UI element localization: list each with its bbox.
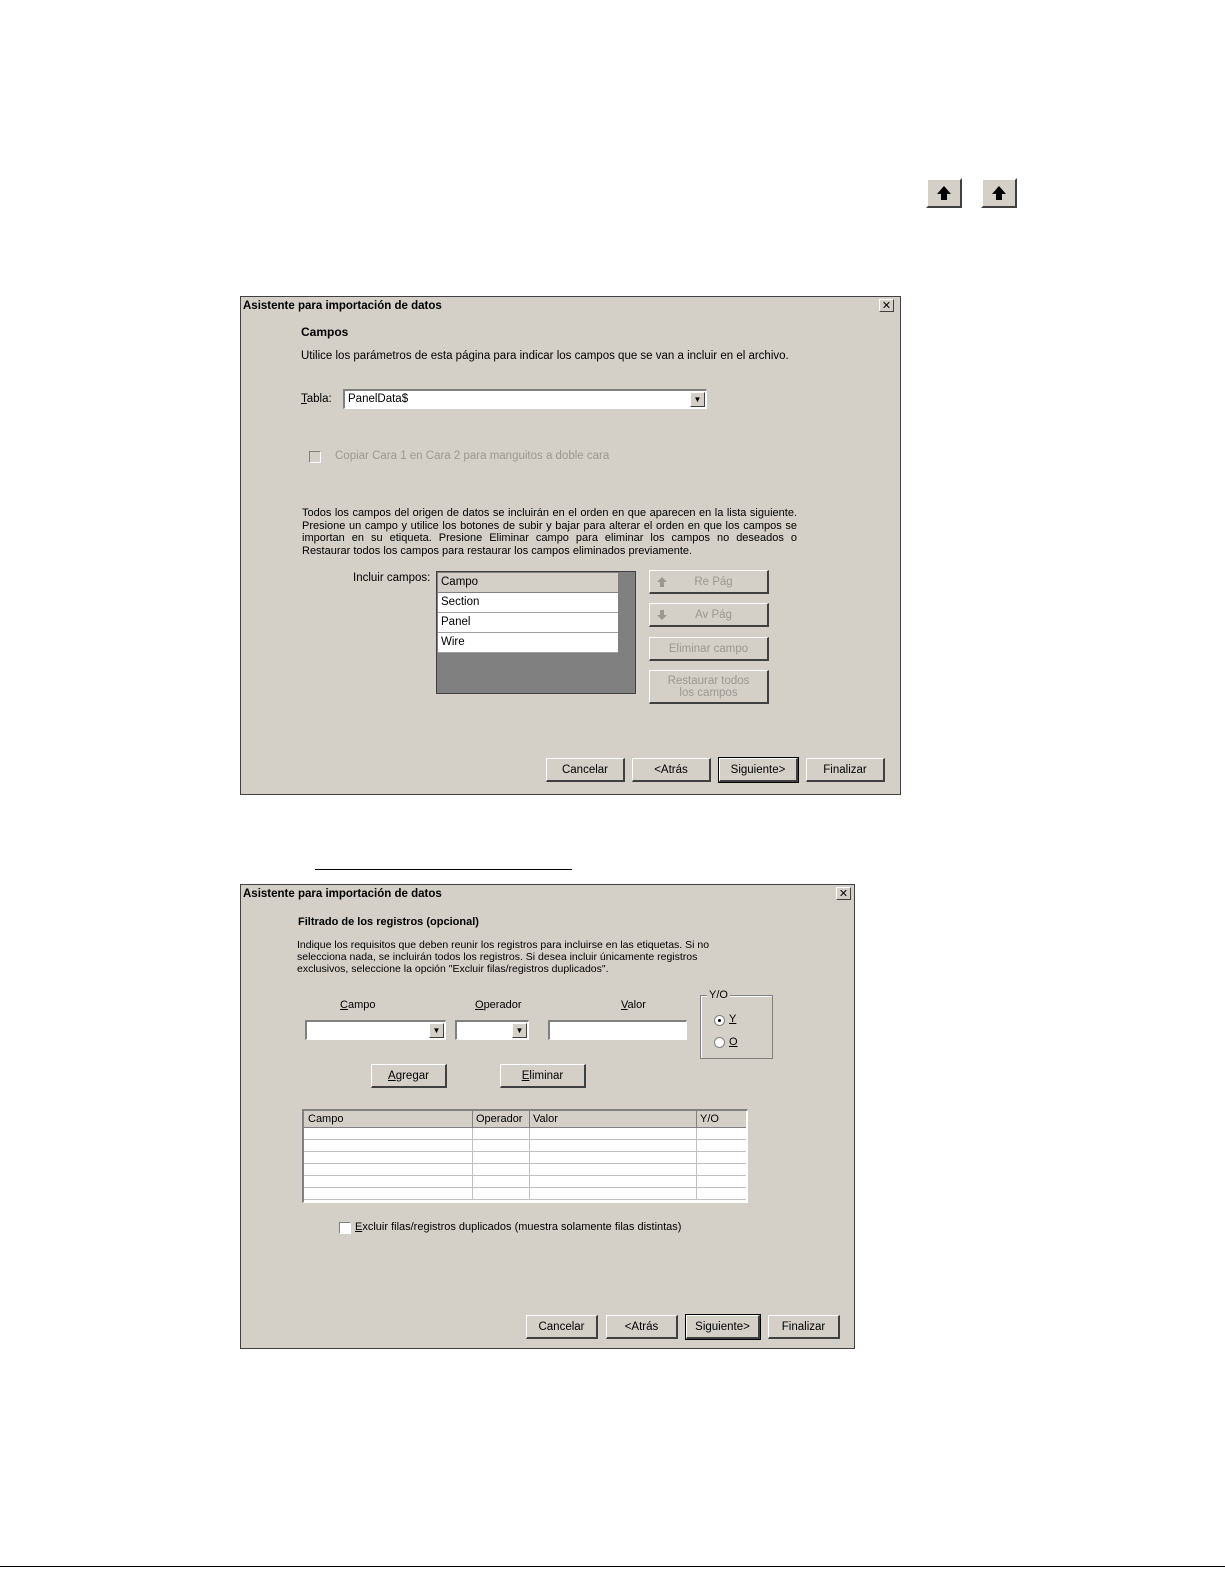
remove-button[interactable]: E liminar bbox=[500, 1064, 586, 1088]
import-wizard-dialog-fields bbox=[240, 296, 901, 795]
list-header[interactable]: Campo bbox=[438, 573, 618, 593]
grid-header-operator[interactable]: Operador bbox=[473, 1111, 530, 1127]
table-row[interactable] bbox=[304, 1187, 746, 1199]
radio-o-label: O bbox=[729, 1036, 738, 1048]
field-select[interactable] bbox=[305, 1020, 446, 1040]
copy-side-checkbox[interactable] bbox=[309, 451, 321, 463]
table-label: Tabla: bbox=[301, 393, 332, 405]
up-arrow-icon bbox=[990, 184, 1008, 202]
down-arrow-icon bbox=[656, 609, 668, 621]
table-select[interactable] bbox=[343, 389, 707, 409]
close-button[interactable]: ✕ bbox=[836, 887, 851, 900]
up-arrow-icon bbox=[935, 184, 953, 202]
import-wizard-dialog-filter bbox=[240, 884, 855, 1349]
chevron-down-icon[interactable]: ▼ bbox=[690, 392, 705, 407]
separator-line bbox=[315, 869, 572, 870]
and-or-group bbox=[700, 995, 773, 1059]
radio-y[interactable] bbox=[714, 1015, 725, 1026]
filter-grid[interactable] bbox=[302, 1109, 748, 1203]
value-column-label: Valor bbox=[621, 999, 646, 1011]
up-arrow-icon bbox=[656, 576, 668, 588]
table-select-value: PanelData$ bbox=[348, 393, 409, 405]
list-item[interactable]: Wire bbox=[438, 633, 618, 653]
close-button[interactable]: ✕ bbox=[879, 299, 894, 312]
include-fields-list[interactable] bbox=[436, 571, 636, 694]
move-up-button[interactable]: Re Pág bbox=[649, 570, 769, 594]
operator-select[interactable] bbox=[455, 1020, 529, 1040]
back-button[interactable]: <Atrás bbox=[606, 1315, 678, 1339]
page-bottom-rule bbox=[0, 1566, 1225, 1567]
and-or-group-label: Y/O bbox=[709, 989, 728, 1001]
table-row[interactable] bbox=[304, 1163, 746, 1175]
table-row[interactable] bbox=[304, 1127, 746, 1139]
copy-side-label: Copiar Cara 1 en Cara 2 para manguitos a doble cara bbox=[335, 450, 610, 462]
page-description: Utilice los parámetros de esta página para indicar los campos que se van a incluir en el archivo. bbox=[301, 350, 789, 362]
restore-fields-button[interactable]: Restaurar todos los campos bbox=[649, 670, 769, 704]
include-fields-label: Incluir campos: bbox=[353, 572, 431, 584]
back-button[interactable]: <Atrás bbox=[632, 758, 711, 782]
finish-button[interactable]: Finalizar bbox=[806, 758, 885, 782]
chevron-down-icon[interactable]: ▼ bbox=[429, 1023, 444, 1038]
cancel-button[interactable]: Cancelar bbox=[546, 758, 625, 782]
move-down-button[interactable]: Av Pág bbox=[649, 603, 769, 627]
chevron-down-icon[interactable]: ▼ bbox=[512, 1023, 527, 1038]
exclude-duplicates-label: Excluir filas/registros duplicados (muestra solamente filas distintas) bbox=[355, 1221, 682, 1233]
grid-header-andor[interactable]: Y/O bbox=[697, 1111, 747, 1127]
cancel-button[interactable]: Cancelar bbox=[526, 1315, 598, 1339]
page-heading: Filtrado de los registros (opcional) bbox=[298, 916, 479, 928]
field-column-label: Campo bbox=[340, 999, 376, 1011]
list-item[interactable]: Section bbox=[438, 593, 618, 613]
dialog-title: Asistente para importación de datos bbox=[241, 297, 900, 315]
next-button[interactable]: Siguiente> bbox=[719, 758, 798, 782]
grid-header-value[interactable]: Valor bbox=[530, 1111, 697, 1127]
up-arrow-button-1[interactable] bbox=[926, 178, 962, 208]
delete-field-button[interactable]: Eliminar campo bbox=[649, 637, 769, 661]
table-row[interactable] bbox=[304, 1151, 746, 1163]
list-item[interactable]: Panel bbox=[438, 613, 618, 633]
table-row[interactable] bbox=[304, 1175, 746, 1187]
table-row[interactable] bbox=[304, 1139, 746, 1151]
up-arrow-button-2[interactable] bbox=[981, 178, 1017, 208]
page-description: Indique los requisitos que deben reunir los registros para incluirse en las etiquetas. Si no selecciona nada, se incluirán todos los registros. Si desea incluir únicamente registros exclusivos, seleccione la opción "Excluir filas/registros duplicados". bbox=[297, 939, 710, 975]
dialog-title: Asistente para importación de datos bbox=[241, 885, 854, 903]
radio-y-label: Y bbox=[729, 1013, 737, 1025]
radio-o[interactable] bbox=[714, 1037, 725, 1048]
add-button[interactable]: A gregar bbox=[371, 1064, 447, 1088]
finish-button[interactable]: Finalizar bbox=[768, 1315, 840, 1339]
operator-column-label: Operador bbox=[475, 999, 522, 1011]
value-input[interactable] bbox=[548, 1020, 687, 1040]
next-button[interactable]: Siguiente> bbox=[686, 1315, 760, 1339]
instructions-text: Todos los campos del origen de datos se incluirán en el orden en que aparecen en la lista siguiente. Presione un campo y utilice los botones de subir y bajar para alterar el orden en que los campos se importan en su etiqueta. Presione Eliminar campo para eliminar los campos no deseados o Restaurar todos los campos para restaurar los campos eliminados previamente. bbox=[302, 507, 797, 557]
page-heading: Campos bbox=[301, 325, 349, 339]
exclude-duplicates-checkbox[interactable] bbox=[339, 1222, 351, 1234]
grid-header-field[interactable]: Campo bbox=[304, 1111, 473, 1127]
